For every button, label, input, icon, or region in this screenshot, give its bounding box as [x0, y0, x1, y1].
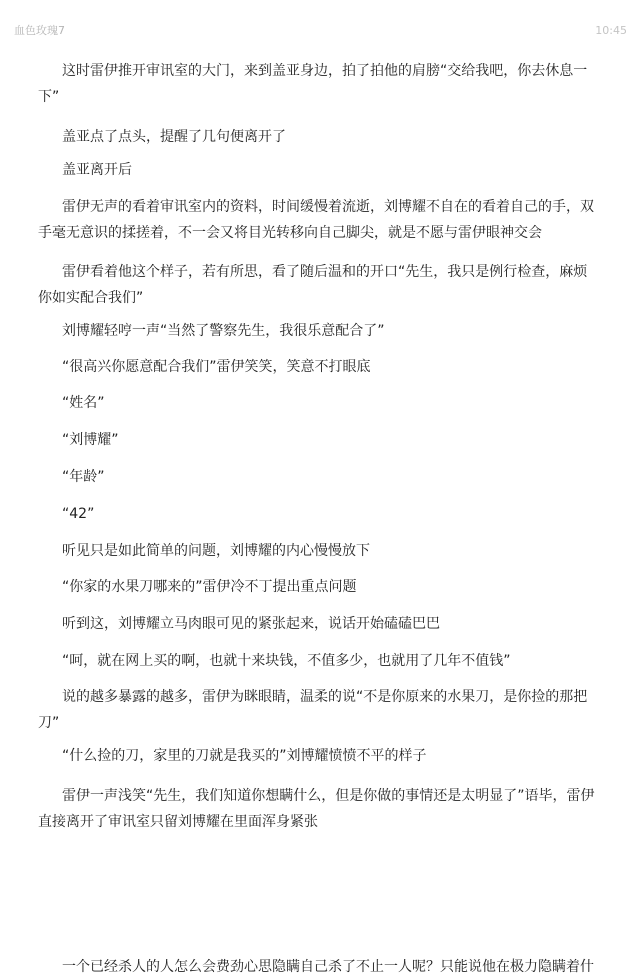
paragraph: “你家的水果刀哪来的”雷伊冷不丁提出重点问题: [62, 579, 357, 595]
paragraph: 盖亚离开后: [62, 162, 132, 178]
book-title: 血色玫瑰7: [14, 24, 65, 37]
paragraph: “刘博耀”: [62, 432, 119, 448]
paragraph: 一个已经杀人的人怎么会费劲心思隐瞒自己杀了不止一人呢？只能说他在极力隐瞒着什: [62, 959, 594, 975]
paragraph: 雷伊无声的看着审讯室内的资料，时间缓慢着流逝，刘博耀不自在的看着自己的手，双 手毫无意识的揉搓着，不一会又将目光转移向自己脚尖，就是不愿与雷伊眼神交会: [38, 199, 594, 241]
paragraph: 刘博耀轻哼一声“当然了警察先生，我很乐意配合了”: [62, 323, 385, 339]
clock: 10:45: [595, 24, 627, 37]
paragraph: “什么捡的刀，家里的刀就是我买的”刘博耀愤愤不平的样子: [62, 748, 427, 764]
paragraph: 雷伊看着他这个样子，若有所思，看了随后温和的开口“先生，我只是例行检查，麻烦 你如实配合我们”: [38, 264, 588, 306]
paragraph: 听见只是如此简单的问题，刘博耀的内心慢慢放下: [62, 543, 370, 559]
paragraph: “年龄”: [62, 469, 105, 485]
paragraph: “姓名”: [62, 395, 105, 411]
paragraph: “呵，就在网上买的啊，也就十来块钱，不值多少，也就用了几年不值钱”: [62, 653, 511, 669]
paragraph: 这时雷伊推开审讯室的大门，来到盖亚身边，拍了拍他的肩膀“交给我吧，你去休息一 下”: [38, 63, 588, 105]
paragraph: 盖亚点了点头，提醒了几句便离开了: [62, 129, 286, 145]
paragraph: “42”: [62, 506, 95, 522]
paragraph: 听到这，刘博耀立马肉眼可见的紧张起来，说话开始磕磕巴巴: [62, 616, 440, 632]
paragraph: “很高兴你愿意配合我们”雷伊笑笑，笑意不打眼底: [62, 359, 371, 375]
paragraph: 雷伊一声浅笑“先生，我们知道你想瞒什么，但是你做的事情还是太明显了”语毕，雷伊 直接离开了审讯室只留刘博耀在里面浑身紧张: [38, 788, 595, 830]
paragraph: 说的越多暴露的越多，雷伊为眯眼睛，温柔的说“不是你原来的水果刀，是你捡的那把 刀”: [38, 689, 588, 731]
